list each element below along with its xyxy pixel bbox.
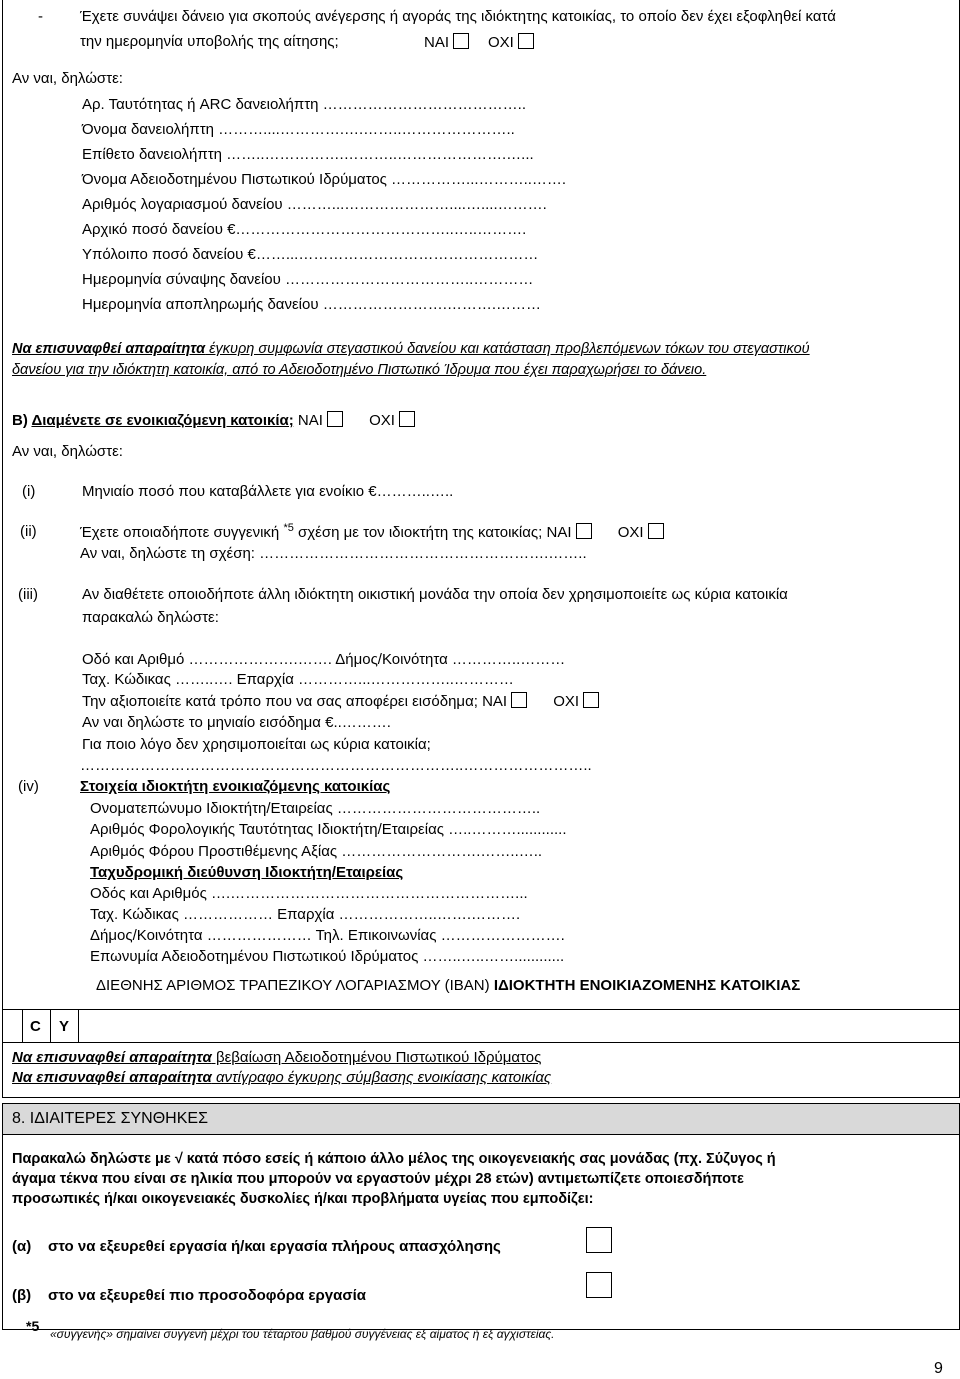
iban-divider-1 [22,1009,23,1042]
item-iv-label: (iv) [18,778,39,795]
iban-divider-2 [50,1009,51,1042]
option-a-text: στο να εξευρεθεί εργασία ή/και εργασία πλήρους απασχόλησης [48,1238,501,1255]
page-number: 9 [934,1360,943,1377]
option-a-checkbox[interactable] [586,1227,612,1253]
section-b-heading: Β) Διαμένετε σε ενοικιαζόμενη κατοικία; ΝΑΙ ΟΧΙ [12,411,415,429]
section-8-para1: Παρακαλώ δηλώστε με √ κατά πόσο εσείς ή κάποιο άλλο μέλος της οικογενειακής σας μονάδας (πχ. Σύζυγος ή [12,1151,776,1167]
owner-postal-title: Ταχυδρομική διεύθυνση Ιδιοκτήτη/Εταιρείας [90,864,404,881]
loan-no-option: ΟΧΙ [488,33,534,51]
property-postcode-field[interactable]: Ταχ. Κώδικας ……..…. Επαρχία …………...……………..………… [82,671,514,688]
item-iii-label: (iii) [18,586,38,603]
iban-bottom-border [2,1042,960,1043]
loan-question-line2: την ημερομηνία υποβολής της αίτησης; [80,33,339,50]
dash: - [38,8,43,25]
owner-vat-field[interactable]: Αριθμός Φόρου Προστιθέμενης Αξίας ……………………….……..….. [90,843,543,860]
loan-field-surname[interactable]: Επίθετο δανειολήπτη ……..…………….………..………………….…... [82,146,534,163]
loan-field-initial[interactable]: Αρχικό ποσό δανείου €……………………………………..…..………. [82,221,527,238]
loan-field-name[interactable]: Όνομα δανειολήπτη ………....………….….……..………………….. [82,121,515,138]
property-address-field[interactable]: Οδό και Αριθμό ………………….……. Δήμος/Κοινότητα …………..……… [82,651,566,668]
loan-yes-option: ΝΑΙ [424,33,469,51]
option-b-text: στο να εξευρεθεί πιο προσοδοφόρα εργασία [48,1287,366,1304]
relation-no-checkbox[interactable] [648,523,664,539]
owner-name-field[interactable]: Ονοματεπώνυμο Ιδιοκτήτη/Εταιρείας ………………………………….. [90,800,541,817]
loan-question-line1: Έχετε συνάψει δάνειο για σκοπούς ανέγερσης ή αγοράς της ιδιόκτητης κατοικίας, το οποίο δεν έχει εξοφληθεί κατά [80,8,836,25]
section-8-para3: προσωπικές ή/και οικογενειακές δυσκολίες ή/και προβλήματα υγείας που εμποδίζει: [12,1191,594,1207]
section-8-para2: άγαμα τέκνα που είναι σε ηλικία που μπορούν να εργαστούν μέχρι 28 ετών) αντιμετωπίζετε οποιεσδήποτε [12,1171,744,1187]
owner-tax-id-field[interactable]: Αριθμός Φορολογικής Ταυτότητας Ιδιοκτήτη/Εταιρείας …..………............ [90,821,567,838]
iban-divider-3 [78,1009,79,1042]
property-income-question: Την αξιοποιείτε κατά τρόπο που να σας αποφέρει εισόδημα; ΝΑΙ ΟΧΙ [82,692,599,710]
iban-c-cell[interactable]: C [30,1018,41,1035]
relation-field[interactable]: Αν ναι, δηλώστε τη σχέση: ………………………………………………….…….. [80,545,587,562]
rent-no-checkbox[interactable] [399,411,415,427]
iban-y-cell[interactable]: Y [59,1018,70,1035]
income-yes-checkbox[interactable] [511,692,527,708]
section-8-header [2,1103,960,1135]
owner-postcode-field[interactable]: Ταχ. Κώδικας ……………… Επαρχία ………………..…….………. [90,906,521,923]
other-property-text2: παρακαλώ δηλώστε: [82,609,219,626]
footnote-text: «συγγενής» σημαίνει συγγενή μέχρι του τέταρτου βαθμού συγγένειας εξ αίματος ή εξ αγχιστείας. [50,1327,555,1341]
footnote-mark: *5 [26,1318,40,1334]
section-8-title: 8. ΙΔΙΑΙΤΕΡΕΣ ΣΥΝΘΗΚΕΣ [12,1110,208,1127]
loan-attachment-note: Να επισυναφθεί απαραίτητα έγκυρη συμφωνία στεγαστικού δανείου και κατάσταση προβλεπόμενων τόκων του στεγαστικού [12,341,810,357]
owner-bank-field[interactable]: Επωνυμία Αδειοδοτημένου Πιστωτικού Ιδρύματος ……..…..……............ [90,948,565,965]
loan-field-date-start[interactable]: Ημερομηνία σύναψης δανείου ………………………………..………… [82,271,534,288]
monthly-rent-field[interactable]: Μηνιαίο ποσό που καταβάλλετε για ενοίκιο €………..….. [82,483,454,500]
iban-top-border [2,1009,960,1010]
loan-field-date-end[interactable]: Ημερομηνία αποπληρωμής δανείου …………………….……….……… [82,296,542,313]
owner-municipality-field[interactable]: Δήμος/Κοινότητα ………………… Τηλ. Επικοινωνίας ……………………. [90,927,565,944]
relation-question: Έχετε οποιαδήποτε συγγενική $^{*5}$ σχέση με τον ιδιοκτήτη της κατοικίας; ΝΑΙ ΟΧΙ [80,522,664,541]
other-property-text1: Αν διαθέτετε οποιοδήποτε άλλη ιδιόκτητη οικιστική μονάδα την οποία δεν χρησιμοποιείτε ως κύρια κατοικία [82,586,788,603]
loan-yes-checkbox[interactable] [453,33,469,49]
loan-field-account[interactable]: Αριθμός λογαριασμού δανείου ………...…………………....…....………. [82,196,547,213]
loan-attachment-note-line2: δανείου για την ιδιόκτητη κατοικία, από το Αδειοδοτημένο Πιστωτικό Ίδρυμα που έχει παραχωρήσει το δάνειο. [12,362,707,378]
option-b-label: (β) [12,1287,32,1304]
relation-yes-checkbox[interactable] [576,523,592,539]
item-i-label: (i) [22,483,36,500]
loan-field-bank[interactable]: Όνομα Αδειοδοτημένου Πιστωτικού Ιδρύματος ……………...………..……. [82,171,567,188]
rent-attachment-note1: Να επισυναφθεί απαραίτητα βεβαίωση Αδειοδοτημένου Πιστωτικού Ιδρύματος [12,1049,542,1066]
item-ii-label: (ii) [20,523,37,540]
rent-yes-checkbox[interactable] [327,411,343,427]
if-yes-label: Αν ναι, δηλώστε: [12,70,123,87]
loan-field-id[interactable]: Αρ. Ταυτότητας ή ARC δανειολήπτη ………………………………….. [82,96,527,113]
owner-street-field[interactable]: Οδός και Αριθμός ….…………………………………………………... [90,885,528,902]
property-income-field[interactable]: Αν ναι δηλώστε το μηνιαίο εισόδημα €..………. [82,714,391,731]
rent-attachment-note2: Να επισυναφθεί απαραίτητα αντίγραφο έγκυρης σύμβασης ενοικίασης κατοικίας [12,1069,552,1086]
option-b-checkbox[interactable] [586,1272,612,1298]
loan-field-balance[interactable]: Υπόλοιπο ποσό δανείου €……...………………………………………… [82,246,539,263]
option-a-label: (α) [12,1238,32,1255]
property-reason-field[interactable]: …………………………………………………………………..…………………….. [80,757,592,774]
property-reason-question: Για ποιο λόγο δεν χρησιμοποιείται ως κύρια κατοικία; [82,736,431,753]
rent-if-yes-label: Αν ναι, δηλώστε: [12,443,123,460]
owner-iban-heading: ΔΙΕΘΝΗΣ ΑΡΙΘΜΟΣ ΤΡΑΠΕΖΙΚΟΥ ΛΟΓΑΡΙΑΣΜΟΥ (IBAN) ΙΔΙΟΚΤΗΤΗ ΕΝΟΙΚΙΑΖΟΜΕΝΗΣ ΚΑΤΟΙΚΙΑΣ [96,977,801,994]
owner-section-title: Στοιχεία ιδιοκτήτη ενοικιαζόμενης κατοικίας [80,778,391,795]
income-no-checkbox[interactable] [583,692,599,708]
loan-no-checkbox[interactable] [518,33,534,49]
